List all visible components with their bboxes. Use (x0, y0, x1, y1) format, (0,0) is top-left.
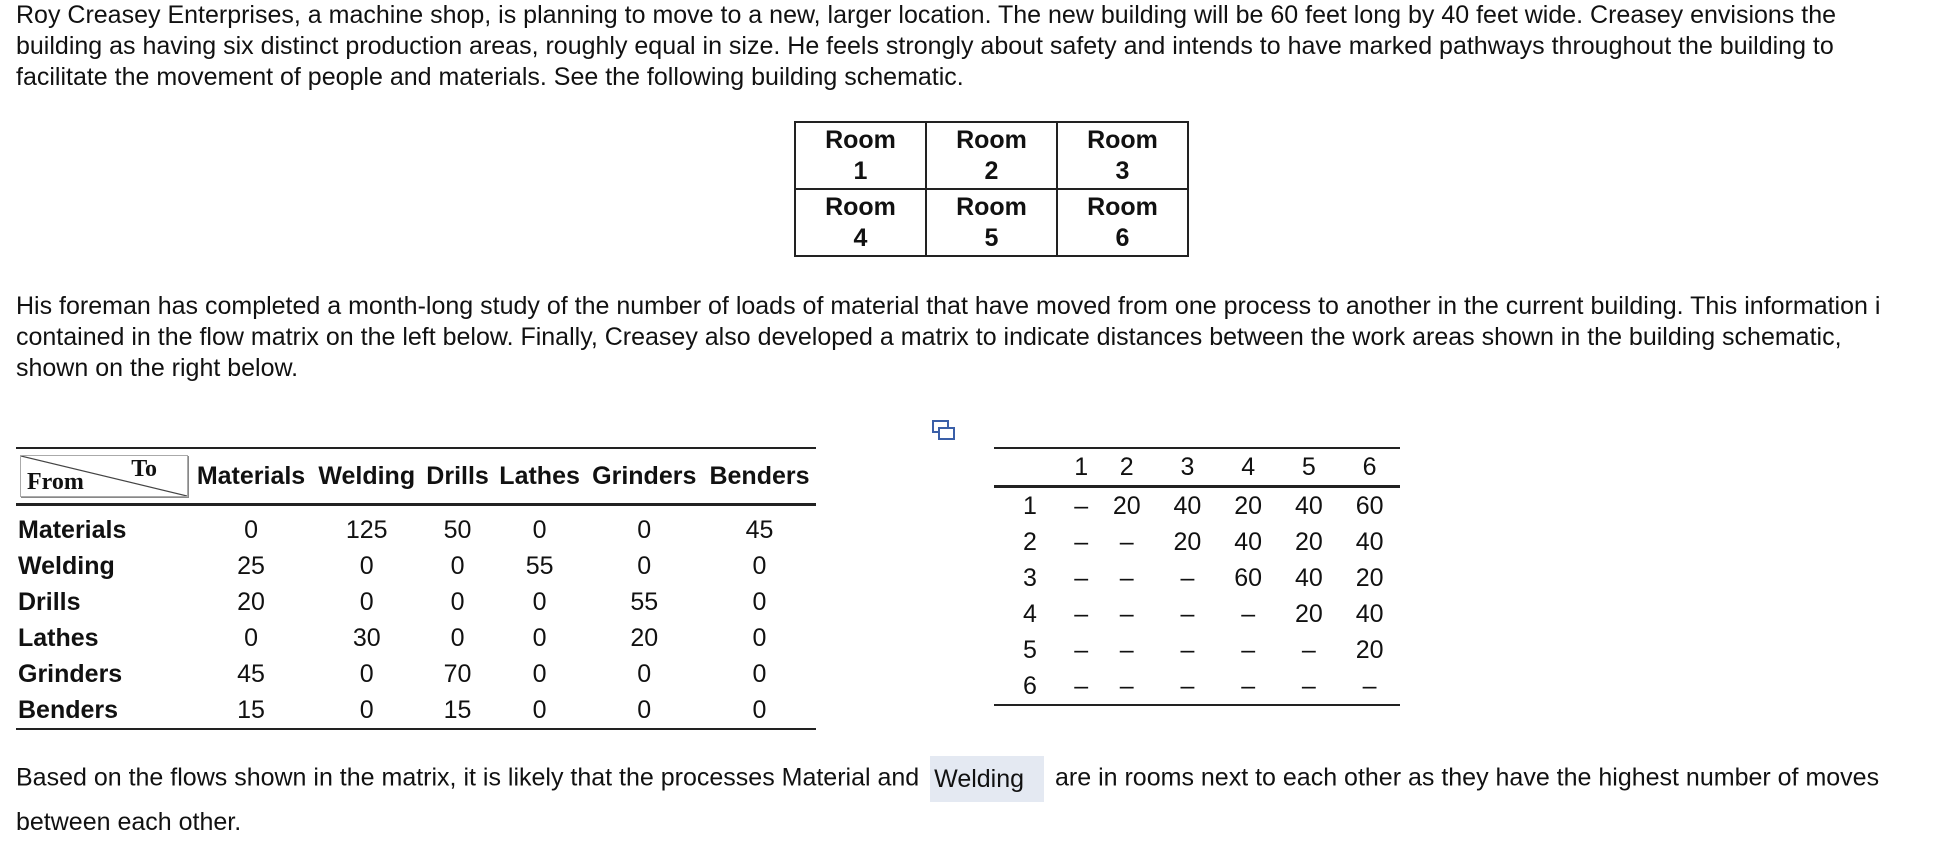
intro-line: facilitate the movement of people and materials. See the following building schematic. (16, 63, 964, 91)
table-cell: 30 (352, 623, 381, 652)
table-cell: 20 (1355, 635, 1384, 664)
building-schematic (794, 121, 1189, 257)
row-label: Lathes (18, 623, 99, 652)
table-cell: 0 (532, 659, 547, 688)
table-cell: 40 (1355, 599, 1384, 628)
table-row (16, 620, 816, 656)
foreman-line: contained in the flow matrix on the left below. Finally, Creasey also developed a matrix to indicate distances between the work areas shown in the building schematic, (16, 323, 1842, 351)
table-cell: – (1241, 635, 1256, 664)
intro-line: Roy Creasey Enterprises, a machine shop, is planning to move to a new, larger location. The new building will be 60 feet long by 40 feet wide. Creasey envisions the (16, 1, 1837, 29)
distance-matrix (994, 447, 1400, 706)
table-cell: 20 (237, 587, 265, 616)
table-row (994, 596, 1400, 632)
to-label: To (131, 456, 157, 482)
column-header: 4 (1241, 452, 1256, 481)
answer-text-before: Based on the flows shown in the matrix, it is likely that the processes Material and (16, 763, 920, 792)
table-cell: 20 (1294, 599, 1323, 628)
from-label: From (27, 469, 84, 495)
table-cell: 55 (630, 587, 659, 616)
table-cell: 125 (345, 515, 388, 544)
table-cell: 20 (1112, 491, 1141, 520)
table-cell: 60 (1355, 491, 1384, 520)
copy-icon[interactable] (931, 419, 957, 443)
table-cell: 0 (359, 551, 374, 580)
intro-line: building as having six distinct production areas, roughly equal in size. He feels strongly about safety and intends to have marked pathways throughout the building to (16, 32, 1834, 60)
row-label: Benders (18, 695, 119, 724)
table-cell: 0 (752, 659, 767, 688)
table-cell: 40 (1294, 491, 1323, 520)
table-row (16, 548, 816, 584)
column-header: 5 (1301, 452, 1316, 481)
table-cell: 0 (752, 587, 767, 616)
table-cell: 0 (637, 695, 652, 724)
row-label: 1 (1023, 491, 1037, 520)
table-cell: 0 (637, 659, 652, 688)
table-row (994, 560, 1400, 596)
intro-paragraph (16, 0, 1954, 93)
table-row (994, 632, 1400, 668)
table-cell: – (1074, 671, 1089, 700)
table-cell: 0 (244, 623, 258, 652)
table-cell: 20 (1294, 527, 1323, 556)
column-header: 1 (1074, 452, 1089, 481)
room-cell: Room 2 (926, 122, 1057, 189)
table-cell: 15 (237, 695, 265, 724)
table-cell: 0 (532, 623, 547, 652)
column-header: 2 (1119, 452, 1134, 481)
table-cell: 20 (1234, 491, 1263, 520)
table-cell: – (1119, 527, 1134, 556)
table-cell: 0 (532, 587, 547, 616)
row-label: 2 (1023, 527, 1037, 556)
table-cell: 0 (532, 515, 547, 544)
table-cell: 20 (1173, 527, 1202, 556)
table-cell: 50 (443, 515, 472, 544)
column-header: Welding (318, 461, 416, 490)
table-cell: 0 (637, 551, 652, 580)
table-row (16, 692, 816, 729)
room-cell: Room 6 (1057, 189, 1188, 256)
from-to-corner (16, 448, 190, 505)
table-cell: 0 (450, 551, 465, 580)
table-row (16, 584, 816, 620)
table-cell: – (1119, 671, 1134, 700)
table-cell: – (1074, 635, 1089, 664)
row-label: 6 (1023, 671, 1037, 700)
table-cell: 0 (359, 695, 374, 724)
answer-text-after: are in rooms next to each other as they have the highest number of moves (1055, 763, 1880, 792)
column-header: Grinders (592, 461, 697, 490)
column-header: 3 (1180, 452, 1195, 481)
room-cell: Room 1 (795, 122, 926, 189)
table-cell: 0 (244, 515, 258, 544)
corner-cell (994, 448, 1066, 487)
foreman-paragraph (16, 291, 1954, 384)
table-cell: 0 (752, 551, 767, 580)
table-cell: – (1180, 563, 1195, 592)
table-cell: 25 (237, 551, 265, 580)
row-label: Drills (18, 587, 81, 616)
answer-paragraph (16, 756, 1954, 842)
table-cell: – (1074, 491, 1089, 520)
table-cell: – (1180, 599, 1195, 628)
table-cell: – (1074, 599, 1089, 628)
table-cell: – (1074, 563, 1089, 592)
column-header: Lathes (499, 461, 580, 490)
row-label: Grinders (18, 659, 123, 688)
table-cell: – (1180, 635, 1195, 664)
table-row (16, 656, 816, 692)
column-header: Materials (196, 461, 306, 490)
table-cell: 45 (745, 515, 774, 544)
table-cell: 0 (450, 587, 465, 616)
table-cell: 20 (630, 623, 659, 652)
row-label: 4 (1023, 599, 1037, 628)
flow-matrix (16, 447, 816, 730)
table-cell: – (1362, 671, 1377, 700)
table-cell: 0 (752, 623, 767, 652)
table-row (16, 505, 816, 549)
table-cell: 55 (525, 551, 554, 580)
table-cell: 45 (237, 659, 265, 688)
table-cell: – (1119, 635, 1134, 664)
table-cell: – (1301, 671, 1316, 700)
table-cell: – (1119, 599, 1134, 628)
table-cell: – (1074, 527, 1089, 556)
table-cell: 0 (532, 695, 547, 724)
table-cell: – (1241, 599, 1256, 628)
foreman-line: shown on the right below. (16, 354, 299, 382)
column-header: 6 (1362, 452, 1377, 481)
table-row (994, 668, 1400, 705)
foreman-line: His foreman has completed a month-long study of the number of loads of material that have moved from one process to another in the current building. This information i (16, 292, 1881, 320)
room-cell: Room 3 (1057, 122, 1188, 189)
row-label: Welding (18, 551, 115, 580)
table-cell: – (1119, 563, 1134, 592)
table-cell: 0 (359, 659, 374, 688)
table-cell: 40 (1355, 527, 1384, 556)
table-cell: – (1241, 671, 1256, 700)
row-label: 5 (1023, 635, 1037, 664)
table-cell: 0 (752, 695, 767, 724)
room-cell: Room 4 (795, 189, 926, 256)
table-cell: 60 (1234, 563, 1263, 592)
column-header: Drills (426, 461, 489, 490)
row-label: Materials (18, 515, 127, 544)
table-cell: 0 (637, 515, 652, 544)
table-row (994, 487, 1400, 525)
table-row (994, 524, 1400, 560)
answer-text-line2: between each other. (16, 808, 242, 836)
table-cell: 40 (1234, 527, 1263, 556)
table-cell: 70 (443, 659, 472, 688)
answer-dropdown[interactable]: Welding (930, 756, 1044, 802)
table-cell: 40 (1294, 563, 1323, 592)
column-header: Benders (709, 461, 810, 490)
table-cell: 0 (359, 587, 374, 616)
table-cell: – (1301, 635, 1316, 664)
table-cell: – (1180, 671, 1195, 700)
table-cell: 20 (1355, 563, 1384, 592)
table-cell: 40 (1173, 491, 1202, 520)
row-label: 3 (1023, 563, 1037, 592)
room-cell: Room 5 (926, 189, 1057, 256)
table-cell: 0 (450, 623, 465, 652)
table-cell: 15 (443, 695, 472, 724)
